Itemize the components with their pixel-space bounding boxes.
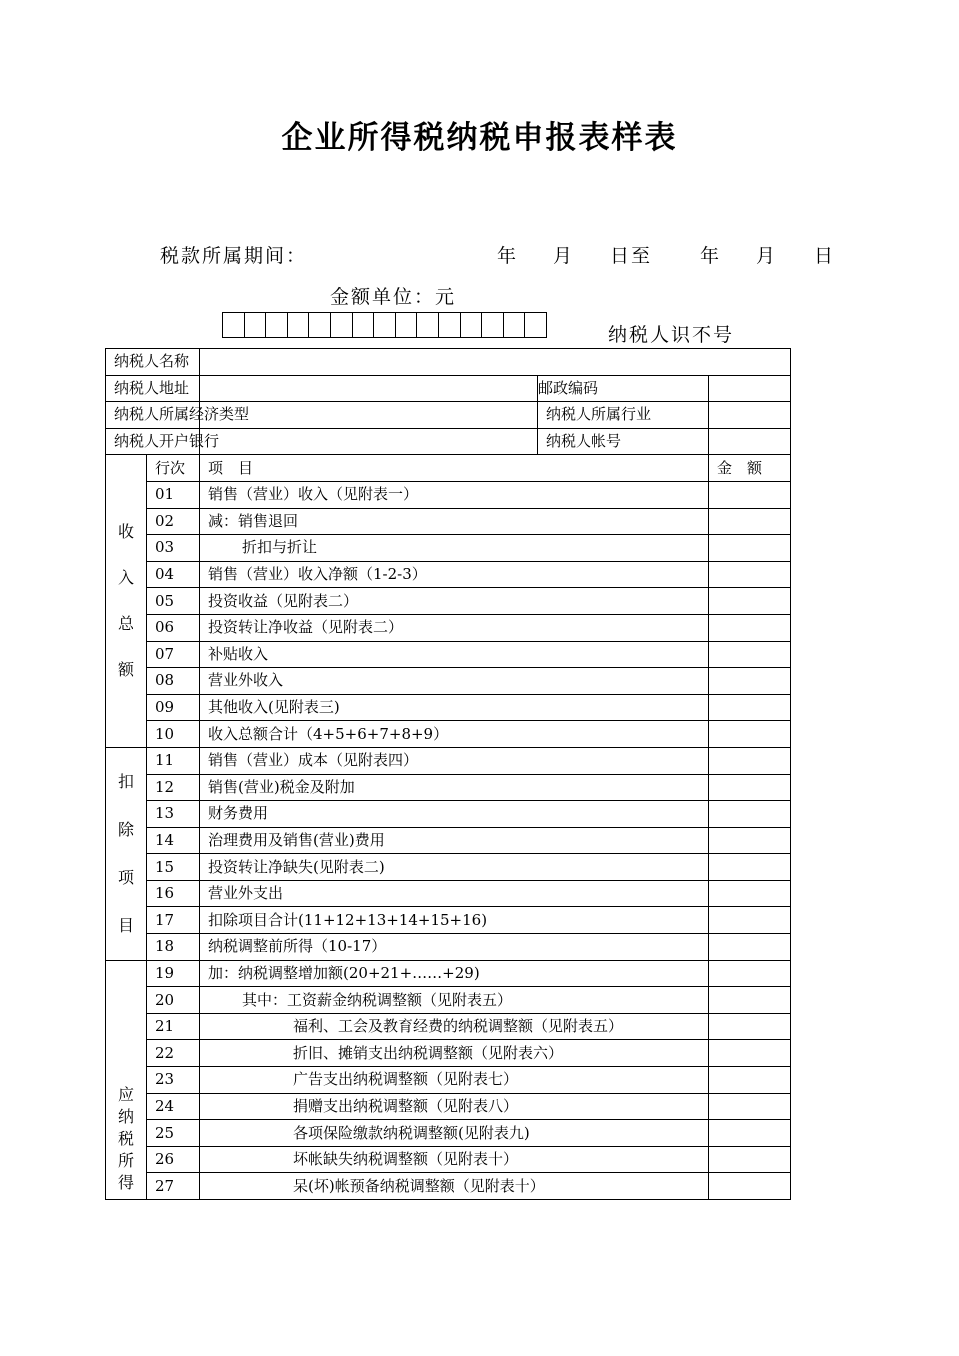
row-amount-field[interactable] xyxy=(709,747,791,774)
postcode-field[interactable] xyxy=(709,375,791,402)
row-number: 23 xyxy=(147,1067,200,1094)
section-char: 收 xyxy=(117,522,134,542)
row-number: 02 xyxy=(147,508,200,535)
row-amount-field[interactable] xyxy=(709,880,791,907)
row-item: 福利、工会及教育经费的纳税调整额（见附表五） xyxy=(200,1013,709,1040)
row-item: 其他收入(见附表三) xyxy=(200,694,709,721)
econ-type-field[interactable] xyxy=(200,402,538,429)
account-field[interactable] xyxy=(709,428,791,455)
taxpayer-id-boxes[interactable] xyxy=(222,312,547,338)
period-day-2: 日 xyxy=(814,245,836,267)
row-item: 投资转让净收益（见附表二） xyxy=(200,614,709,641)
table-row xyxy=(106,801,791,828)
id-box[interactable] xyxy=(353,312,375,338)
row-amount-field[interactable] xyxy=(709,1040,791,1067)
row-amount-field[interactable] xyxy=(709,827,791,854)
row-item: 折扣与折让 xyxy=(200,535,709,562)
row-item: 呆(坏)帐预备纳税调整额（见附表十） xyxy=(200,1173,709,1200)
table-row xyxy=(106,561,791,588)
section-char: 入 xyxy=(117,568,134,588)
section-char: 除 xyxy=(117,819,134,839)
row-number: 20 xyxy=(147,987,200,1014)
row-item: 销售（营业）收入（见附表一） xyxy=(200,481,709,508)
row-amount-field[interactable] xyxy=(709,987,791,1014)
row-item: 加：纳税调整增加额(20+21+……+29) xyxy=(200,960,709,987)
id-box[interactable] xyxy=(439,312,461,338)
row-item: 财务费用 xyxy=(200,801,709,828)
row-amount-field[interactable] xyxy=(709,907,791,934)
taxpayer-name-label: 纳税人名称 xyxy=(106,349,200,376)
id-box[interactable] xyxy=(309,312,331,338)
row-number: 10 xyxy=(147,721,200,748)
econ-type-label: 纳税人所属经济类型 xyxy=(106,402,200,429)
account-label: 纳税人帐号 xyxy=(538,428,709,455)
row-number: 18 xyxy=(147,934,200,961)
row-item: 销售（营业）成本（见附表四） xyxy=(200,747,709,774)
table-row xyxy=(106,694,791,721)
row-item: 收入总额合计（4+5+6+7+8+9） xyxy=(200,721,709,748)
row-amount-field[interactable] xyxy=(709,561,791,588)
row-number: 12 xyxy=(147,774,200,801)
row-amount-field[interactable] xyxy=(709,508,791,535)
id-box[interactable] xyxy=(396,312,418,338)
table-row xyxy=(106,854,791,881)
table-row xyxy=(106,481,791,508)
id-box[interactable] xyxy=(461,312,483,338)
row-amount-field[interactable] xyxy=(709,668,791,695)
col-amount-header: 金 额 xyxy=(709,455,791,482)
period-year-1: 年 xyxy=(497,245,519,267)
table-row xyxy=(106,668,791,695)
section-char: 税 xyxy=(117,1129,134,1148)
row-number: 19 xyxy=(147,960,200,987)
row-item: 投资转让净缺失(见附表二) xyxy=(200,854,709,881)
id-box[interactable] xyxy=(525,312,547,338)
info-row-econ-type xyxy=(106,402,791,429)
row-number: 07 xyxy=(147,641,200,668)
id-box[interactable] xyxy=(482,312,504,338)
id-box[interactable] xyxy=(288,312,310,338)
industry-label: 纳税人所属行业 xyxy=(538,402,709,429)
row-amount-field[interactable] xyxy=(709,721,791,748)
row-number: 26 xyxy=(147,1146,200,1173)
section-taxable xyxy=(106,960,147,1199)
row-amount-field[interactable] xyxy=(709,774,791,801)
taxpayer-id-label: 纳税人识不号 xyxy=(608,324,735,346)
row-amount-field[interactable] xyxy=(709,1067,791,1094)
tax-period-label: 税款所属期间： xyxy=(160,245,308,267)
table-row xyxy=(106,1093,791,1120)
row-number: 03 xyxy=(147,535,200,562)
taxpayer-name-field[interactable] xyxy=(200,349,791,376)
row-number: 27 xyxy=(147,1173,200,1200)
section-char: 应 xyxy=(117,1085,134,1104)
row-number: 16 xyxy=(147,880,200,907)
row-number: 25 xyxy=(147,1120,200,1147)
table-row xyxy=(106,721,791,748)
table-row xyxy=(106,907,791,934)
section-char: 纳 xyxy=(117,1107,134,1126)
section-deduction xyxy=(106,747,147,960)
row-amount-field[interactable] xyxy=(709,481,791,508)
row-item: 折旧、摊销支出纳税调整额（见附表六） xyxy=(200,1040,709,1067)
row-amount-field[interactable] xyxy=(709,535,791,562)
row-item: 投资收益（见附表二） xyxy=(200,588,709,615)
table-row xyxy=(106,934,791,961)
industry-field[interactable] xyxy=(709,402,791,429)
col-row-header: 行次 xyxy=(147,455,200,482)
table-row xyxy=(106,1040,791,1067)
id-box[interactable] xyxy=(223,312,245,338)
row-amount-field[interactable] xyxy=(709,641,791,668)
amount-unit: 金额单位：元 xyxy=(330,286,457,308)
id-box[interactable] xyxy=(417,312,439,338)
table-row xyxy=(106,960,791,987)
table-row xyxy=(106,747,791,774)
row-item: 广告支出纳税调整额（见附表七） xyxy=(200,1067,709,1094)
bank-label: 纳税人开户银行 xyxy=(106,428,200,455)
table-row xyxy=(106,1067,791,1094)
section-char: 扣 xyxy=(117,771,134,791)
info-row-name xyxy=(106,349,791,376)
table-row xyxy=(106,508,791,535)
row-item: 捐赠支出纳税调整额（见附表八） xyxy=(200,1093,709,1120)
section-char: 所 xyxy=(117,1151,134,1170)
tax-period-row xyxy=(160,241,840,269)
table-row xyxy=(106,614,791,641)
table-row xyxy=(106,880,791,907)
row-amount-field[interactable] xyxy=(709,960,791,987)
table-row xyxy=(106,827,791,854)
row-item: 销售(营业)税金及附加 xyxy=(200,774,709,801)
row-amount-field[interactable] xyxy=(709,1146,791,1173)
bank-field[interactable] xyxy=(200,428,538,455)
row-number: 09 xyxy=(147,694,200,721)
row-amount-field[interactable] xyxy=(709,801,791,828)
row-number: 06 xyxy=(147,614,200,641)
section-char: 得 xyxy=(117,1173,134,1192)
id-box[interactable] xyxy=(504,312,526,338)
row-number: 11 xyxy=(147,747,200,774)
items-header-row xyxy=(106,455,791,482)
row-amount-field[interactable] xyxy=(709,588,791,615)
row-number: 17 xyxy=(147,907,200,934)
id-box[interactable] xyxy=(331,312,353,338)
row-item: 各项保险缴款纳税调整额(见附表九) xyxy=(200,1120,709,1147)
table-row xyxy=(106,1173,791,1200)
period-year-2: 年 xyxy=(700,245,722,267)
row-amount-field[interactable] xyxy=(709,694,791,721)
section-char: 项 xyxy=(117,867,134,887)
row-number: 15 xyxy=(147,854,200,881)
col-item-header: 项 目 xyxy=(200,455,709,482)
section-char: 额 xyxy=(117,660,134,680)
row-number: 05 xyxy=(147,588,200,615)
row-item: 补贴收入 xyxy=(200,641,709,668)
row-number: 04 xyxy=(147,561,200,588)
period-day-to: 日至 xyxy=(610,245,653,267)
tax-return-table xyxy=(105,348,791,1200)
row-item: 营业外收入 xyxy=(200,668,709,695)
section-char: 目 xyxy=(117,915,134,935)
table-row xyxy=(106,535,791,562)
row-item: 治理费用及销售(营业)费用 xyxy=(200,827,709,854)
row-item: 营业外支出 xyxy=(200,880,709,907)
row-number: 14 xyxy=(147,827,200,854)
row-amount-field[interactable] xyxy=(709,1093,791,1120)
table-row xyxy=(106,774,791,801)
row-amount-field[interactable] xyxy=(709,1173,791,1200)
row-number: 22 xyxy=(147,1040,200,1067)
postcode-label: 邮政编码 xyxy=(538,375,709,402)
row-item: 坏帐缺失纳税调整额（见附表十） xyxy=(200,1146,709,1173)
taxpayer-address-field[interactable] xyxy=(200,375,538,402)
taxpayer-address-label: 纳税人地址 xyxy=(106,375,200,402)
row-item: 减：销售退回 xyxy=(200,508,709,535)
row-amount-field[interactable] xyxy=(709,854,791,881)
row-number: 24 xyxy=(147,1093,200,1120)
id-box[interactable] xyxy=(266,312,288,338)
page-title: 企业所得税纳税申报表样表 xyxy=(281,120,678,156)
table-row xyxy=(106,987,791,1014)
table-row xyxy=(106,588,791,615)
id-box[interactable] xyxy=(374,312,396,338)
section-char: 总 xyxy=(117,614,134,634)
row-number: 08 xyxy=(147,668,200,695)
row-amount-field[interactable] xyxy=(709,1120,791,1147)
row-number: 01 xyxy=(147,481,200,508)
table-row xyxy=(106,641,791,668)
row-number: 13 xyxy=(147,801,200,828)
row-number: 21 xyxy=(147,1013,200,1040)
period-month-2: 月 xyxy=(756,245,778,267)
info-row-bank xyxy=(106,428,791,455)
row-amount-field[interactable] xyxy=(709,614,791,641)
table-row xyxy=(106,1013,791,1040)
section-income xyxy=(106,455,147,748)
row-item: 其中：工资薪金纳税调整额（见附表五） xyxy=(200,987,709,1014)
table-row xyxy=(106,1120,791,1147)
row-item: 纳税调整前所得（10-17） xyxy=(200,934,709,961)
period-month-1: 月 xyxy=(553,245,575,267)
info-row-address xyxy=(106,375,791,402)
row-amount-field[interactable] xyxy=(709,1013,791,1040)
row-item: 销售（营业）收入净额（1-2-3） xyxy=(200,561,709,588)
row-amount-field[interactable] xyxy=(709,934,791,961)
table-row xyxy=(106,1146,791,1173)
row-item: 扣除项目合计(11+12+13+14+15+16) xyxy=(200,907,709,934)
id-box[interactable] xyxy=(245,312,267,338)
